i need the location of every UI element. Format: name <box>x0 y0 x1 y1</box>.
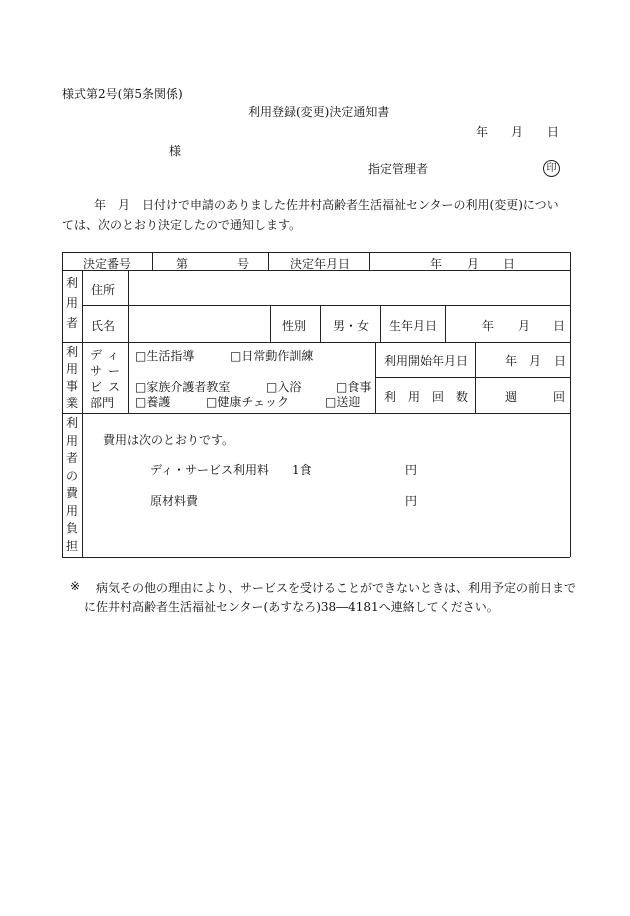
fee-yen: 円 <box>405 463 418 477</box>
cost-vertical-label: 利 用 者 の 費 用 負 担 <box>66 416 79 553</box>
day-service-label-2: サー <box>90 364 127 378</box>
day-service-label-4: 部門 <box>90 396 115 410</box>
checkbox-meal[interactable]: □食事 <box>336 380 372 394</box>
address-label: 住所 <box>91 283 116 297</box>
cost-intro: 費用は次のとおりです。 <box>103 433 235 447</box>
date-year: 年 <box>476 125 489 139</box>
form-number: 様式第2号(第5条関係) <box>62 87 183 101</box>
birth-day: 日 <box>553 319 566 333</box>
fee-unit: 1食 <box>292 463 312 477</box>
checkbox-nursing[interactable]: □養護 <box>135 395 171 409</box>
day-service-label-1: ディ <box>90 348 126 362</box>
number-suffix: 号 <box>237 257 250 271</box>
decision-date-day: 日 <box>503 257 516 271</box>
birth-month: 月 <box>518 319 531 333</box>
user-vertical-label: 利 用 者 <box>66 276 79 330</box>
checkbox-bathing[interactable]: □入浴 <box>266 380 302 394</box>
addressee-suffix: 様 <box>169 144 182 158</box>
checkbox-life-guidance[interactable]: □生活指導 <box>135 349 195 363</box>
fee-label: ディ・サービス利用料 <box>150 463 270 477</box>
seal-icon: 印 <box>543 160 560 177</box>
number-prefix: 第 <box>176 257 189 271</box>
start-month: 月 <box>529 354 542 368</box>
decision-date-month: 月 <box>467 257 480 271</box>
checkbox-health-check[interactable]: □健康チェック <box>206 395 289 409</box>
note-line-1: 病気その他の理由により、サービスを受けることができないときは、利用予定の前日まで <box>96 581 577 595</box>
gender-value: 男・女 <box>333 319 370 333</box>
document-title: 利用登録(変更)決定通知書 <box>248 105 390 119</box>
usage-count-label: 利 用 回 数 <box>384 390 469 404</box>
name-label: 氏名 <box>91 319 116 333</box>
checkbox-daily-training[interactable]: □日常動作訓練 <box>230 349 314 363</box>
start-date-label: 利用開始年月日 <box>384 354 469 368</box>
start-year: 年 <box>505 354 518 368</box>
gender-label: 性別 <box>282 319 307 333</box>
material-yen: 円 <box>405 494 418 508</box>
decision-date-year: 年 <box>430 257 443 271</box>
birth-year: 年 <box>482 319 495 333</box>
note-mark: ※ <box>70 579 81 593</box>
decision-number-label: 決定番号 <box>83 257 132 271</box>
usage-week: 週 <box>505 390 518 404</box>
date-month: 月 <box>511 125 524 139</box>
date-day: 日 <box>547 125 560 139</box>
start-day: 日 <box>554 354 567 368</box>
birthdate-label: 生年月日 <box>389 319 438 333</box>
day-service-label-3: ビス <box>90 380 127 394</box>
note-line-2: に佐井村高齢者生活福祉センター(あすなろ)38―4181へ連絡してください。 <box>84 600 499 614</box>
checkbox-family-class[interactable]: □家族介護者教室 <box>135 380 231 394</box>
manager-label: 指定管理者 <box>368 162 429 176</box>
usage-times: 回 <box>553 390 566 404</box>
material-label: 原材料費 <box>150 494 199 508</box>
notice-paragraph: 年 月 日付けで申請のありました佐井村高齢者生活福祉センターの利用(変更)については、次のとおり決定したので通知します。 <box>62 198 559 232</box>
decision-date-label: 決定年月日 <box>290 257 351 271</box>
service-vertical-label: 利 用 事 業 <box>66 345 79 410</box>
checkbox-transport[interactable]: □送迎 <box>325 395 361 409</box>
